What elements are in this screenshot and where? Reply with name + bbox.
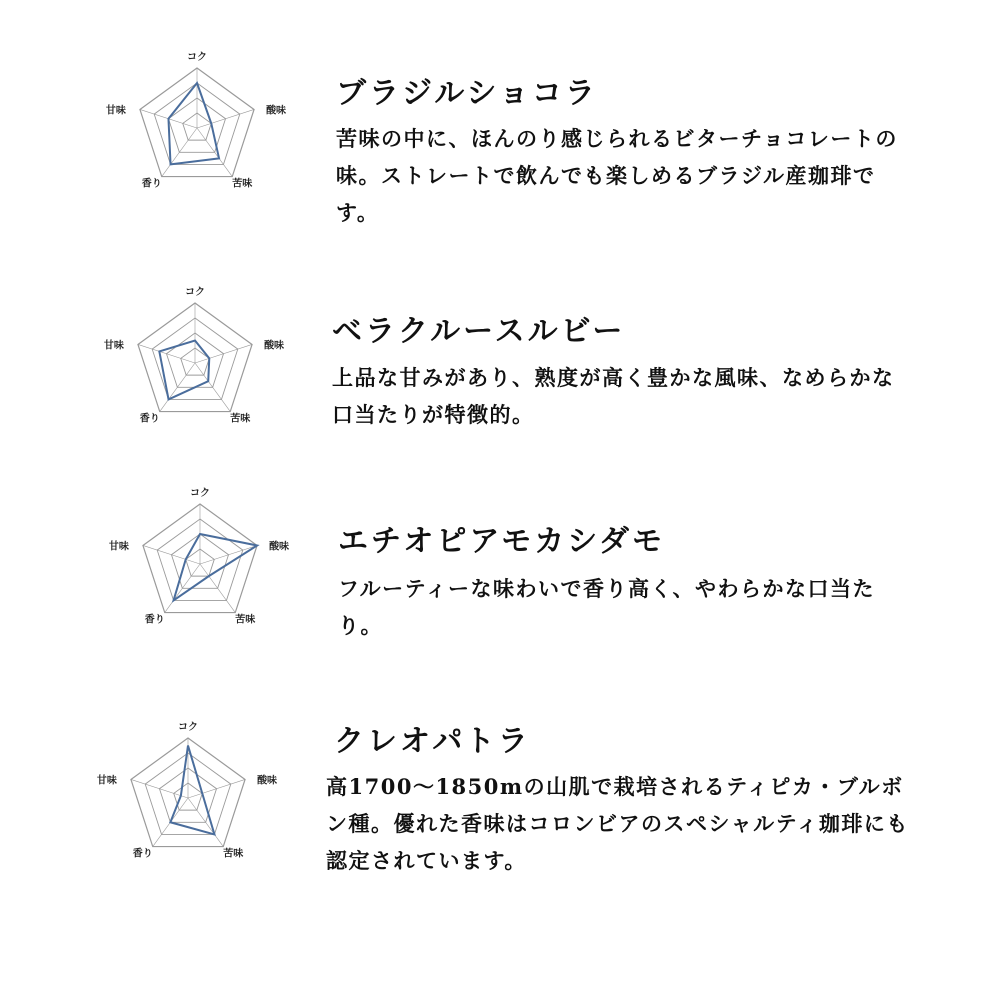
- radar-axis-label: 甘味: [103, 340, 124, 352]
- radar-axis-label: 酸味: [257, 775, 278, 787]
- product-name: ベラクルースルビー: [332, 314, 626, 349]
- radar-axis-label: 甘味: [105, 105, 126, 117]
- radar-axis-label: 酸味: [264, 340, 285, 352]
- radar-axis-label: 苦味: [223, 848, 244, 860]
- radar-axis-label: コク: [187, 52, 207, 63]
- radar-axis-label: 甘味: [96, 775, 117, 787]
- product-description: 上品な甘みがあり、熟度が高く豊かな風味、なめらかな口当たりが特徴的。: [332, 365, 895, 427]
- radar-axis-label: 苦味: [232, 178, 253, 190]
- radar-axis-label: 香り: [141, 178, 162, 190]
- radar-series-line: [170, 746, 214, 835]
- radar-axis-label: コク: [185, 287, 205, 298]
- product-name: ブラジルショコラ: [336, 76, 598, 111]
- radar-axis-label: 苦味: [230, 413, 251, 425]
- flavor-radar-chart: [103, 277, 283, 447]
- radar-axis-label: 酸味: [269, 541, 290, 553]
- radar-axis-label: 苦味: [235, 614, 256, 626]
- product-description: 苦味の中に、ほんのり感じられるビターチョコレートの味。ストレートで飲んでも楽しめるブラジル産珈琲です。: [336, 126, 898, 225]
- radar-axis-label: 香り: [132, 848, 153, 860]
- flavor-radar-chart: [105, 42, 285, 212]
- radar-axis-label: コク: [178, 722, 198, 733]
- flavor-radar-chart: [96, 712, 276, 882]
- radar-axis-label: 酸味: [266, 105, 287, 117]
- product-description: フルーティーな味わいで香り高く、やわらかな口当たり。: [338, 576, 876, 638]
- radar-axis-label: コク: [190, 488, 210, 499]
- product-name: エチオピアモカシダモ: [338, 524, 665, 559]
- product-name: クレオパトラ: [334, 724, 531, 759]
- product-description: 高1700～1850mの山肌で栽培されるティピカ・ブルボン種。優れた香味はコロンビアのスペシャルティ珈琲にも認定されています。: [326, 774, 909, 873]
- radar-axis-label: 甘味: [108, 541, 129, 553]
- flavor-radar-chart: [108, 478, 288, 648]
- radar-axis-label: 香り: [139, 413, 160, 425]
- radar-axis-label: 香り: [144, 614, 165, 626]
